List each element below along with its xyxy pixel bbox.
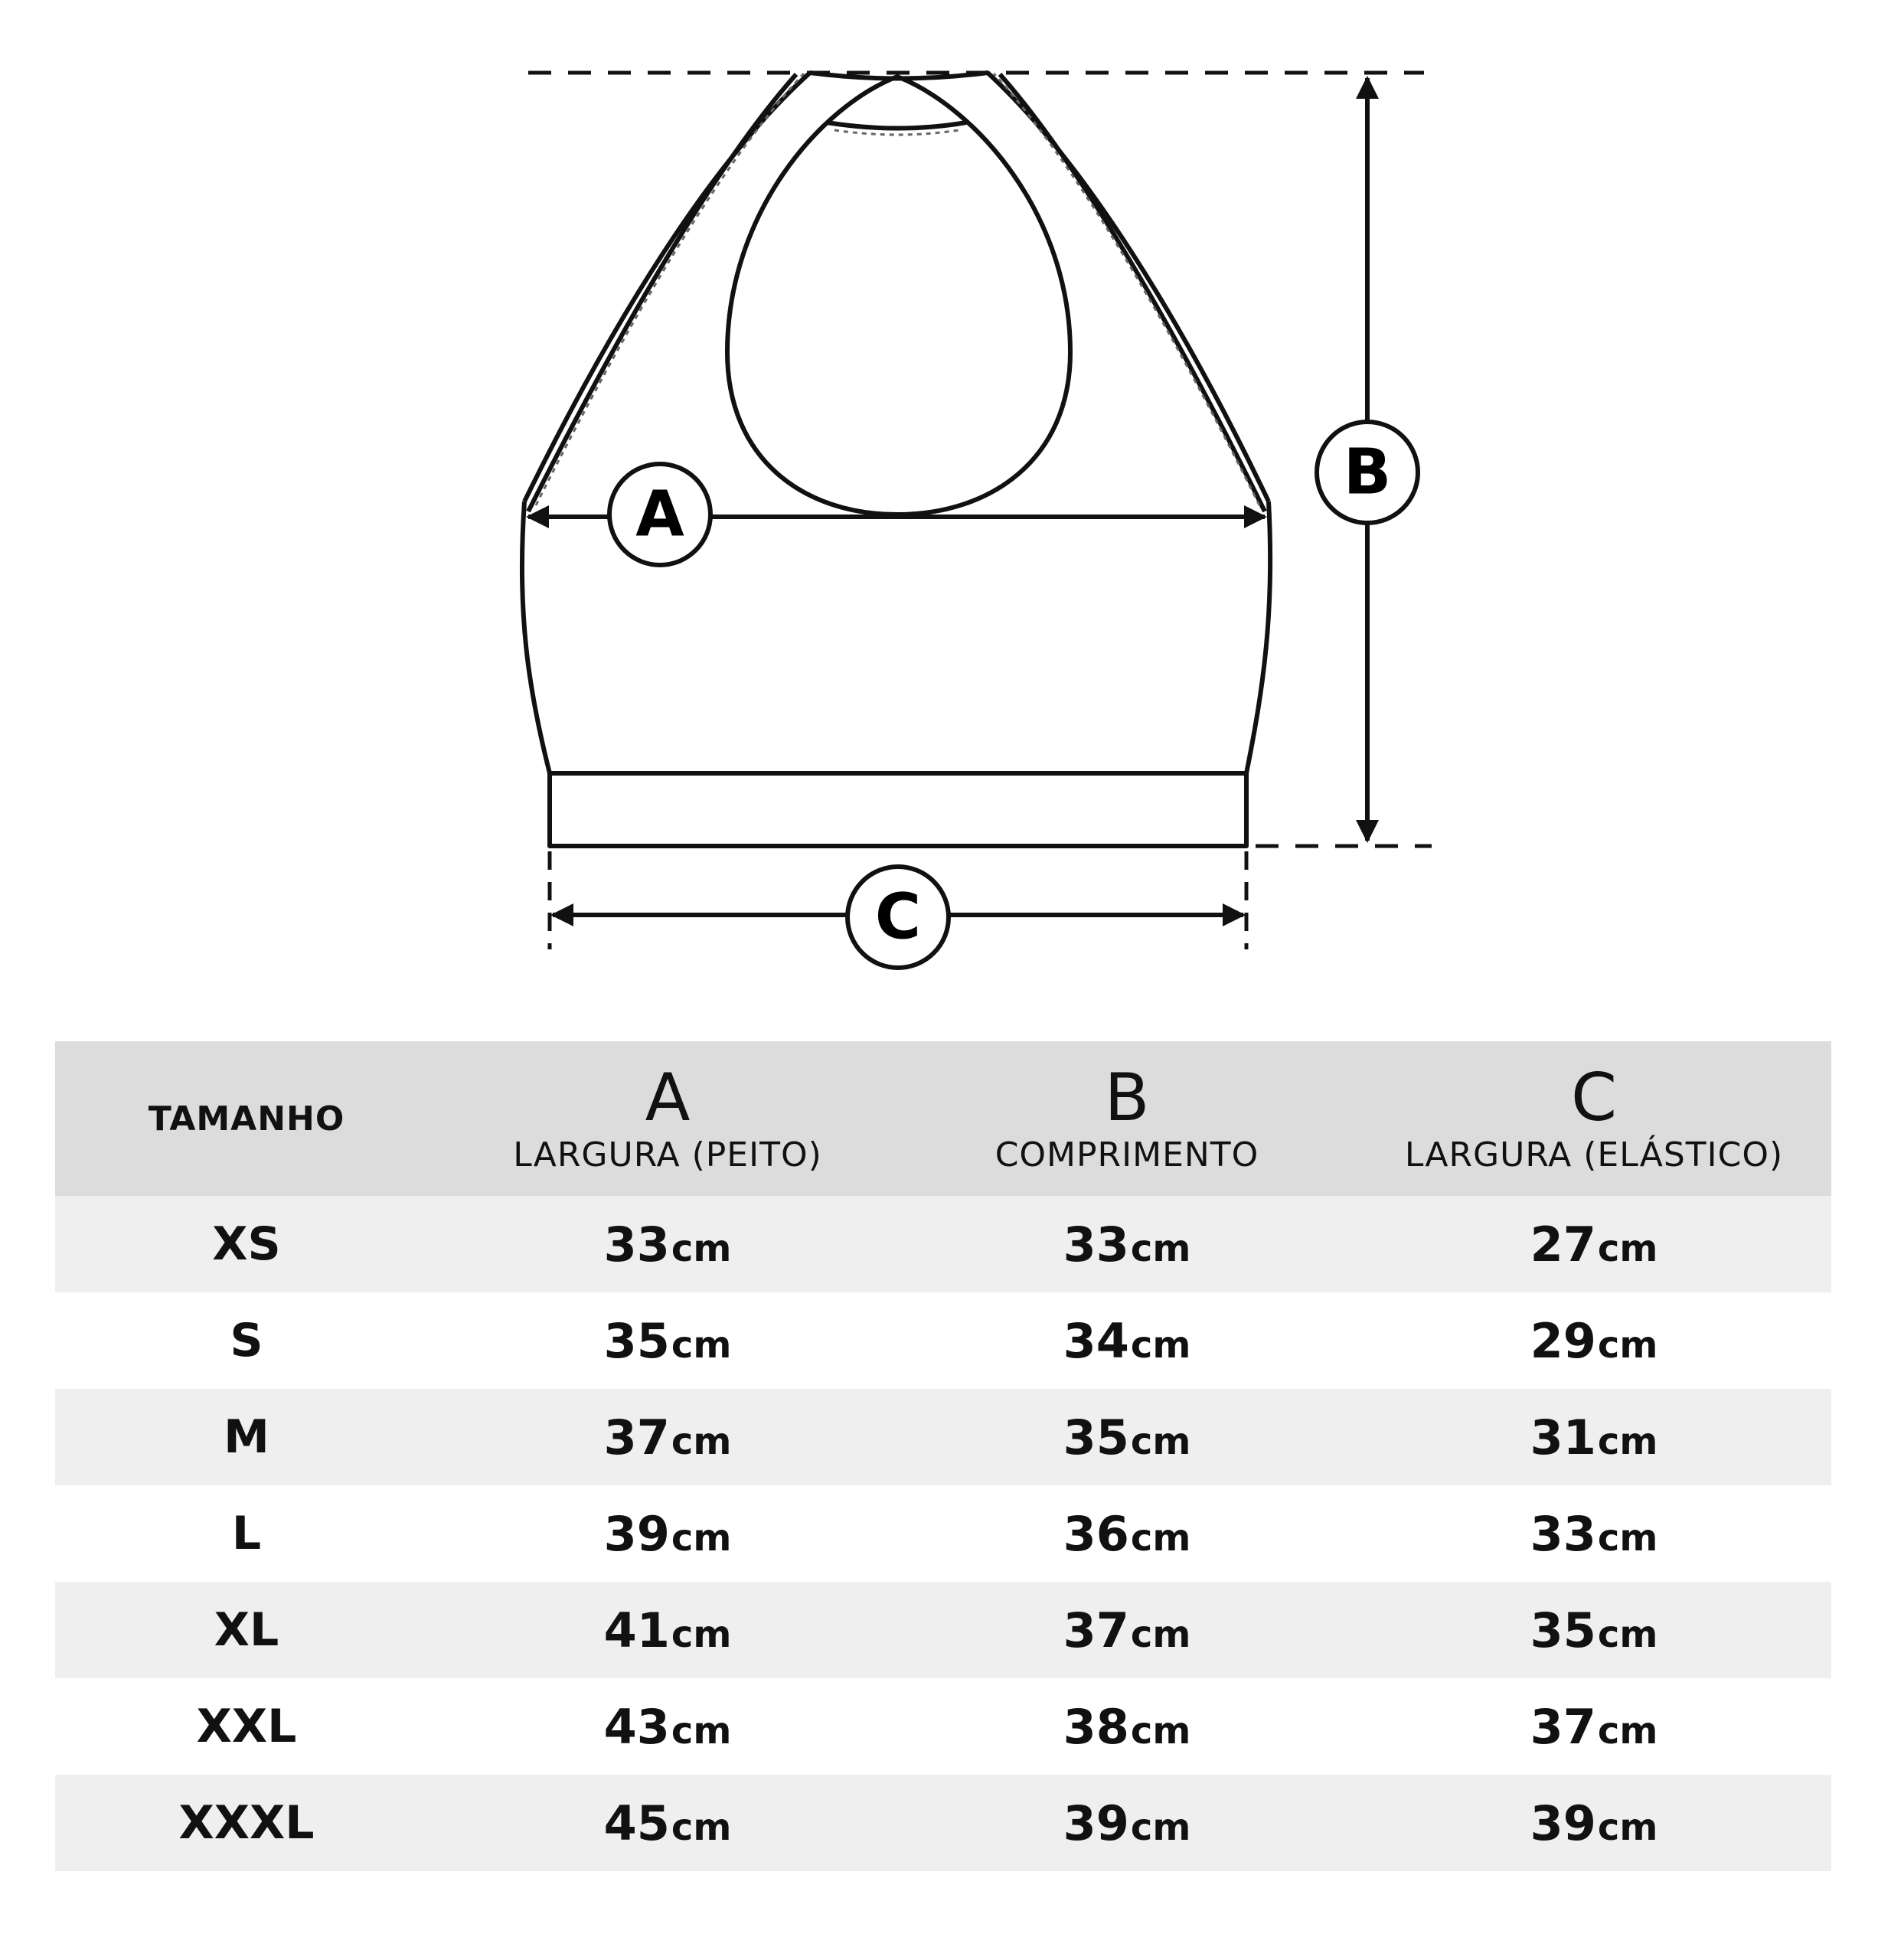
size-cell: XL (214, 1603, 279, 1657)
measure-b-cell: 34cm (1063, 1312, 1191, 1369)
header-b (897, 1041, 1357, 1196)
table-row (55, 1389, 1831, 1485)
measure-c-cell: 27cm (1530, 1216, 1658, 1272)
measure-a-cell: 33cm (603, 1216, 732, 1272)
measure-c-cell: 33cm (1530, 1505, 1658, 1562)
measure-a-cell: 41cm (603, 1602, 732, 1658)
header-c (1357, 1041, 1831, 1196)
measure-b-cell: 33cm (1063, 1216, 1191, 1272)
header-a (438, 1041, 897, 1196)
dimension-b-label: B (1343, 436, 1392, 509)
table-row (55, 1678, 1831, 1775)
header-size-label: TAMANHO (148, 1099, 345, 1138)
size-cell: L (231, 1507, 262, 1560)
measure-c-cell: 31cm (1530, 1409, 1658, 1465)
table-row (55, 1582, 1831, 1678)
measure-b-cell: 36cm (1063, 1505, 1191, 1562)
header-a-letter: A (645, 1059, 691, 1136)
table-row (55, 1196, 1831, 1292)
table-header-row (55, 1041, 1831, 1196)
size-cell: XXXL (178, 1796, 315, 1850)
measure-a-cell: 39cm (603, 1505, 732, 1562)
measure-c-cell: 39cm (1530, 1795, 1658, 1851)
header-c-label: LARGURA (ELÁSTICO) (1404, 1135, 1784, 1174)
table-row (55, 1292, 1831, 1389)
size-cell: XXL (196, 1700, 297, 1753)
header-b-letter: B (1104, 1059, 1150, 1136)
size-cell: M (224, 1410, 269, 1464)
garment-outline (522, 73, 1270, 846)
table-row (55, 1775, 1831, 1871)
dimension-c-label: C (874, 880, 922, 954)
header-b-label: COMPRIMENTO (994, 1135, 1259, 1174)
size-cell: S (230, 1314, 263, 1367)
measure-a-cell: 35cm (603, 1312, 732, 1369)
dimension-a-label: A (635, 478, 684, 551)
measure-b-cell: 35cm (1063, 1409, 1191, 1465)
measure-c-cell: 35cm (1530, 1602, 1658, 1658)
header-a-label: LARGURA (PEITO) (513, 1135, 822, 1174)
measure-c-cell: 37cm (1530, 1698, 1658, 1755)
measure-b-cell: 39cm (1063, 1795, 1191, 1851)
measure-c-cell: 29cm (1530, 1312, 1658, 1369)
strap-stitching (536, 74, 1259, 505)
measure-a-cell: 43cm (603, 1698, 732, 1755)
measure-a-cell: 37cm (603, 1409, 732, 1465)
measure-b-cell: 38cm (1063, 1698, 1191, 1755)
size-chart-table (55, 1041, 1831, 1871)
size-cell: XS (212, 1217, 281, 1271)
table-row (55, 1485, 1831, 1582)
header-c-letter: C (1570, 1059, 1618, 1136)
header-size (55, 1041, 438, 1196)
measure-b-cell: 37cm (1063, 1602, 1191, 1658)
measure-a-cell: 45cm (603, 1795, 732, 1851)
